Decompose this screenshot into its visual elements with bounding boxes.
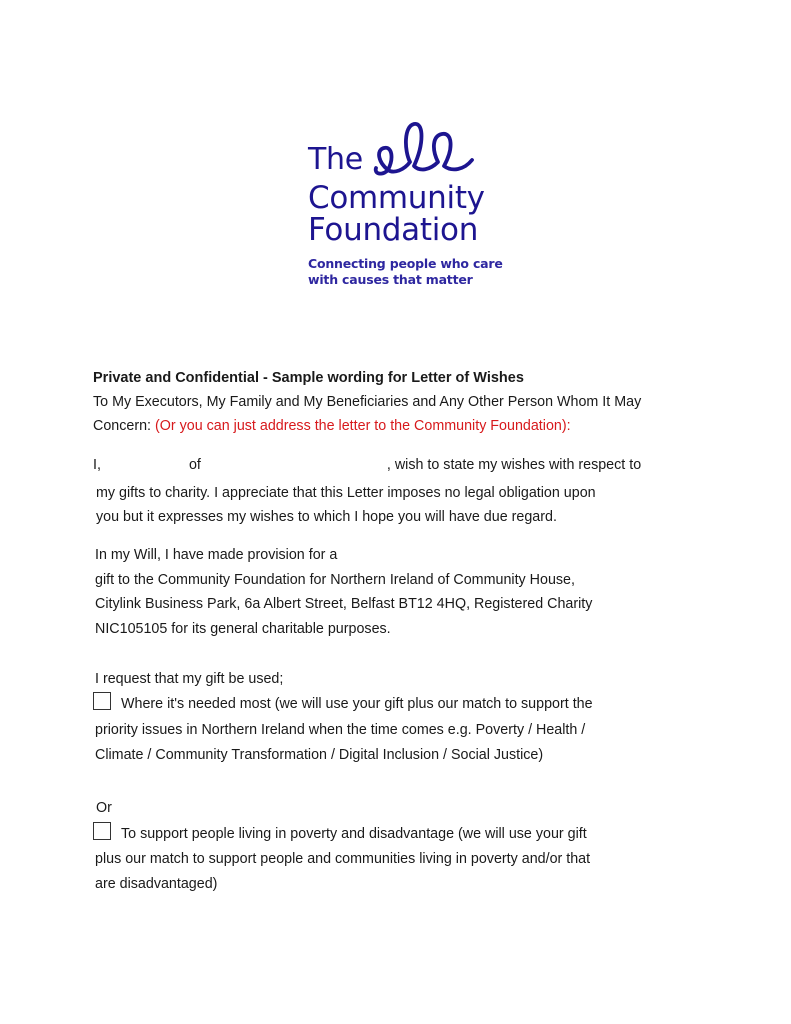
option-2-line-1: To support people living in poverty and disadvantage (we will use your gift — [121, 826, 587, 842]
address-note: (Or you can just address the letter to the Community Foundation): — [154, 418, 571, 434]
intro-line-1 — [93, 453, 641, 477]
logo-word-community: Community — [308, 180, 485, 216]
address-prefix: Concern: — [93, 418, 155, 434]
option-needed-most-checkbox[interactable] — [93, 692, 111, 710]
option-2-line-3: are disadvantaged) — [95, 876, 218, 892]
of-label: of — [188, 457, 201, 473]
option-1-line-2: priority issues in Northern Ireland when the time comes e.g. Poverty / Health / — [95, 722, 586, 738]
intro-line-1-rest: , wish to state my wishes with respect to — [386, 457, 642, 473]
intro-line-3: you but it expresses my wishes to which I hope you will have due regard. — [96, 509, 557, 525]
address-line-1: To My Executors, My Family and My Beneficiaries and Any Other Person Whom It May — [93, 394, 642, 410]
option-2-line-2: plus our match to support people and communities living in poverty and/or that — [95, 851, 591, 867]
provision-line-2: gift to the Community Foundation for Northern Ireland of Community House, — [95, 572, 575, 588]
option-1-line-1: Where it's needed most (we will use your gift plus our match to support the — [121, 696, 593, 712]
logo-word-foundation: Foundation — [308, 212, 479, 248]
intro-line-2: my gifts to charity. I appreciate that this Letter imposes no legal obligation upon — [96, 485, 596, 501]
tagline-line-1: Connecting people who care — [308, 256, 503, 271]
provision-line-4: NIC105105 for its general charitable purposes. — [95, 621, 391, 637]
address-line-2 — [93, 414, 571, 438]
provision-line-3: Citylink Business Park, 6a Albert Street, Belfast BT12 4HQ, Registered Charity — [95, 596, 593, 612]
option-poverty-checkbox[interactable] — [93, 822, 111, 840]
provision-line-1: In my Will, I have made provision for a — [95, 547, 338, 563]
i-label: I, — [93, 457, 101, 473]
request-text: I request that my gift be used; — [95, 671, 284, 687]
tagline-line-2: with causes that matter — [308, 272, 473, 287]
option-1-line-3: Climate / Community Transformation / Digital Inclusion / Social Justice) — [95, 747, 544, 763]
or-label: Or — [96, 800, 112, 816]
logo-tagline — [308, 256, 503, 288]
swirl-loops-icon — [370, 114, 480, 178]
letter-heading: Private and Confidential - Sample wording for Letter of Wishes — [93, 370, 524, 386]
logo-word-the: The — [308, 142, 363, 177]
